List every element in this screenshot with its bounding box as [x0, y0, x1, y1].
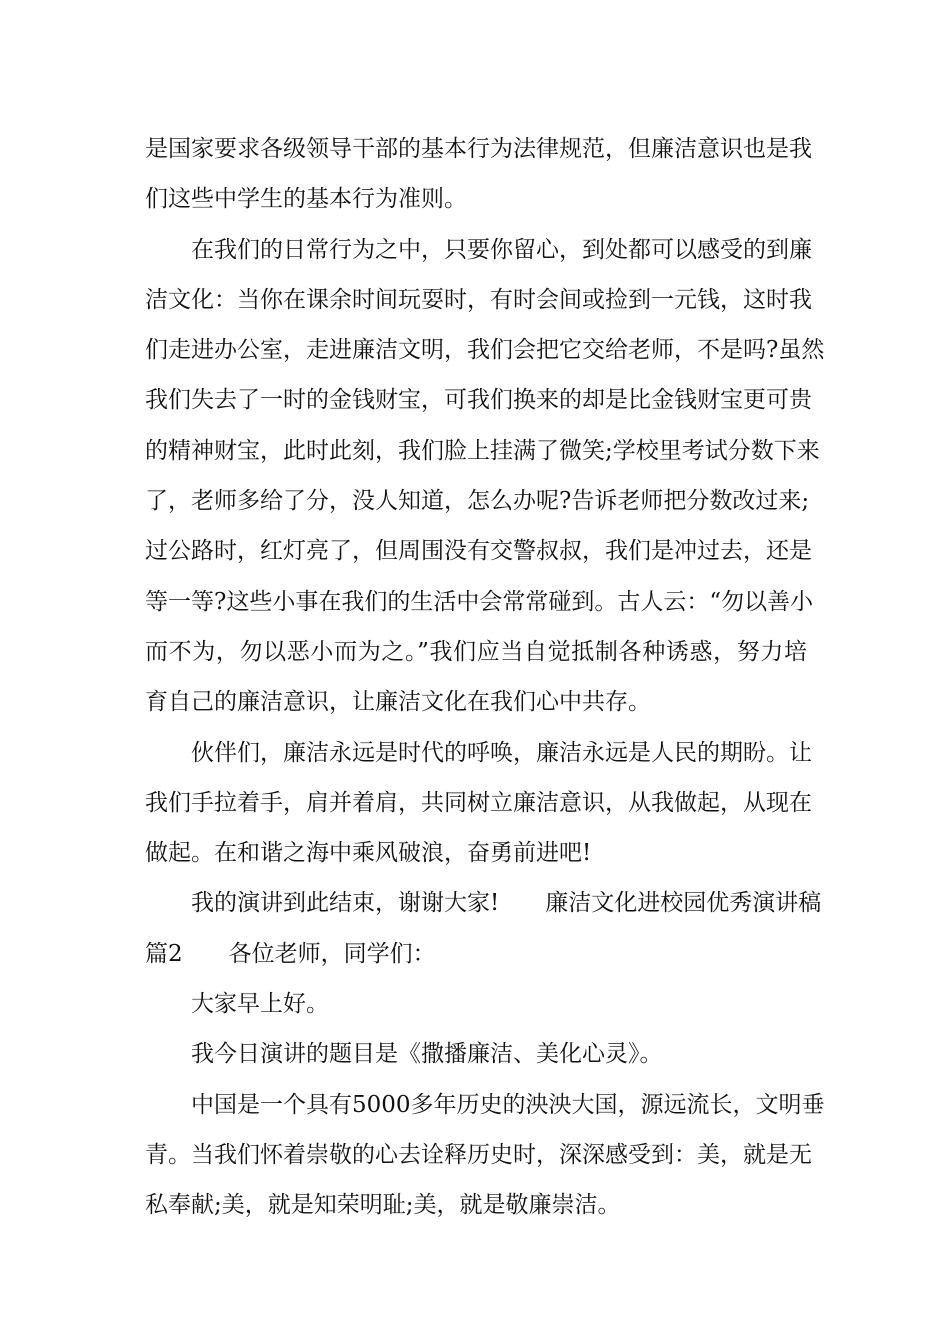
text-line: 我今日演讲的题目是《撒播廉洁、美化心灵》。 [191, 1041, 663, 1068]
text-line: 洁文化：当你在课余时间玩耍时，有时会间或捡到一元钱，这时我 [145, 286, 812, 313]
text-line: 育自己的廉洁意识，让廉洁文化在我们心中共存。 [145, 689, 651, 716]
text-line: 青。当我们怀着崇敬的心去诠释历史时，深深感受到：美，就是无 [145, 1141, 812, 1168]
text-line: 而不为，勿以恶小而为之。”我们应当自觉抵制各种诱惑，努力培 [145, 638, 807, 665]
text-line: 我们手拉着手，肩并着肩，共同树立廉洁意识，从我做起，从现在 [145, 789, 812, 816]
speech-text-body [145, 130, 825, 1237]
text-line: 我们失去了一时的金钱财宝，可我们换来的却是比金钱财宝更可贵 [145, 387, 812, 414]
text-line: 了，老师多给了分，没人知道，怎么办呢?告诉老师把分数改过来; [145, 488, 810, 515]
text-line: 私奉献;美，就是知荣明耻;美，就是敬廉崇洁。 [145, 1192, 621, 1219]
text-line: 我的演讲到此结束，谢谢大家! 廉洁文化进校园优秀演讲稿 [191, 890, 822, 917]
text-line: 在我们的日常行为之中，只要你留心，到处都可以感受的到廉 [191, 236, 812, 263]
text-line: 大家早上好。 [191, 991, 329, 1018]
text-line: 是国家要求各级领导干部的基本行为法律规范，但廉洁意识也是我 [145, 136, 812, 162]
text-line: 们这些中学生的基本行为准则。 [145, 186, 467, 213]
text-line: 的精神财宝，此时此刻，我们脸上挂满了微笑;学校里考试分数下来 [145, 437, 820, 464]
text-line: 过公路时，红灯亮了，但周围没有交警叔叔，我们是冲过去，还是 [145, 538, 812, 565]
text-line: 等一等?这些小事在我们的生活中会常常碰到。古人云：“勿以善小 [145, 588, 814, 615]
text-line: 中国是一个具有5000多年历史的泱泱大国，源远流长，文明垂 [191, 1091, 825, 1118]
text-line: 篇2 各位老师，同学们： [145, 940, 436, 967]
text-line: 伙伴们，廉洁永远是时代的呼唤，廉洁永远是人民的期盼。让 [191, 739, 812, 766]
text-line: 们走进办公室，走进廉洁文明，我们会把它交给老师，不是吗?虽然 [145, 337, 825, 364]
text-line: 做起。在和谐之海中乘风破浪，奋勇前进吧! [145, 840, 592, 867]
